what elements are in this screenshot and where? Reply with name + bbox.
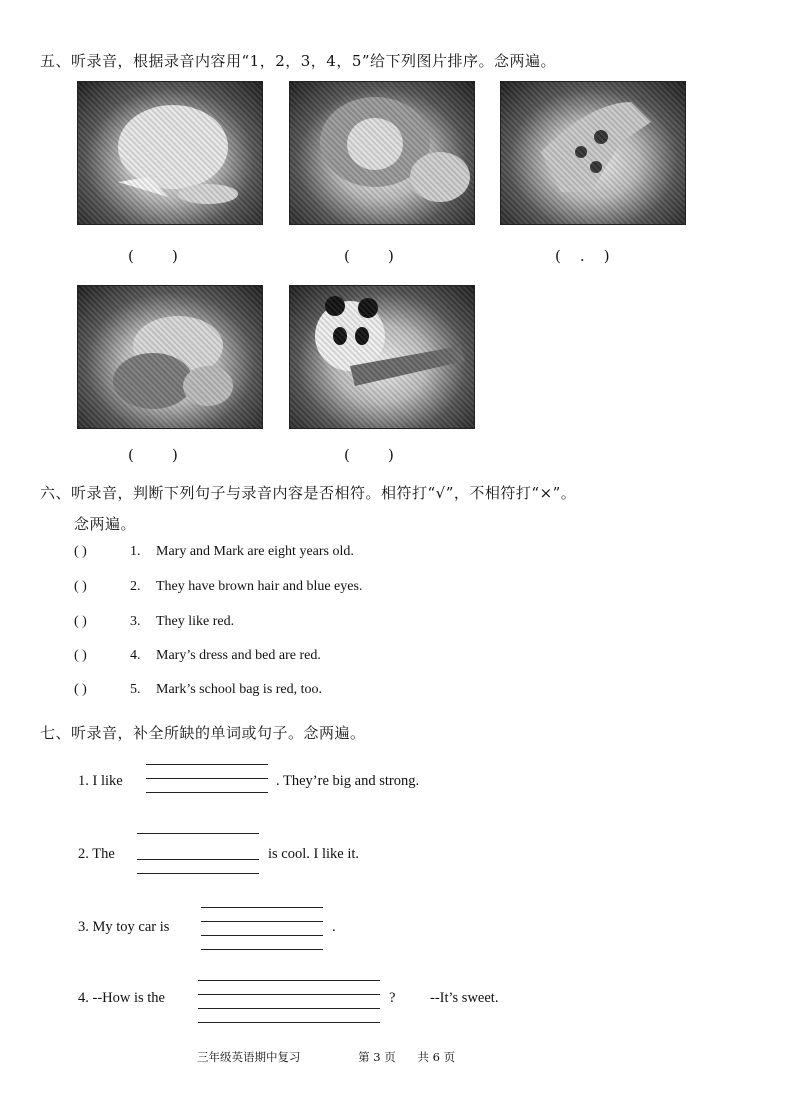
section-6-heading-line1: 六、听录音，判断下列句子与录音内容是否相符。相符打“√”，不相符打“×”。 [40,484,577,502]
fill-blank-3[interactable] [201,907,323,950]
answer-paren-3[interactable]: ( . ) [555,247,610,265]
monkey-photo [77,285,263,429]
fill-blank-1[interactable] [146,764,268,793]
judge-sentence: Mark’s school bag is red, too. [156,682,323,697]
fill-item-3 [78,919,169,936]
judge-number: 2. [130,579,141,594]
fill-item-2 [78,846,115,863]
answer-paren-1[interactable]: ( ) [128,247,178,265]
answer-paren-4[interactable]: ( ) [128,446,178,464]
section-6-heading-line2: 念两遍。 [74,515,137,533]
lion-eating-photo [289,81,475,225]
fill-number: 4. [78,990,89,1006]
judge-item-4 [74,648,321,664]
judge-answer-paren[interactable]: ( ) [74,579,87,594]
fill-blank-2[interactable] [137,833,259,874]
section-7-heading: 七、听录音，补全所缺的单词或句子。念两遍。 [40,724,366,742]
fill-item-4 [78,990,165,1007]
fill-text-before: The [92,846,115,862]
fill-text-after-1: . They’re big and strong. [276,773,420,789]
fill-number: 2. [78,846,89,862]
judge-number: 3. [130,614,141,629]
fill-text-after-2: is cool. I like it. [268,846,360,862]
page-footer [197,1049,473,1065]
fill-number: 1. [78,773,89,789]
judge-item-2 [74,579,362,595]
judge-sentence: They like red. [156,614,235,629]
judge-answer-paren[interactable]: ( ) [74,544,87,559]
answer-paren-5[interactable]: ( ) [344,446,394,464]
fill-text-before: My toy car is [92,919,170,935]
footer-course: 三年级英语期中复习 [197,1050,301,1064]
fill-item-1 [78,773,123,790]
fill-number: 3. [78,919,89,935]
fill-text-before: --How is the [92,990,165,1006]
judge-sentence: Mary’s dress and bed are red. [156,648,321,663]
judge-number: 5. [130,682,141,697]
judge-number: 1. [130,544,141,559]
judge-number: 4. [130,648,141,663]
judge-answer-paren[interactable]: ( ) [74,682,87,697]
judge-answer-paren[interactable]: ( ) [74,648,87,663]
judge-sentence: Mary and Mark are eight years old. [156,544,354,559]
footer-total-pages: 共 6 页 [417,1050,456,1064]
fill-text-after-3: . [332,919,336,935]
footer-page-number: 第 3 页 [358,1050,396,1064]
section-5-heading: 五、听录音，根据录音内容用“1，2，3，4，5”给下列图片排序。念两遍。 [40,52,557,70]
giraffe-photo [500,81,686,225]
judge-item-3 [74,614,234,630]
judge-sentence: They have brown hair and blue eyes. [156,579,363,594]
fill-blank-4[interactable] [198,980,380,1023]
fill-text-before: I like [92,773,123,789]
fill-answer-4: --It’s sweet. [430,990,499,1006]
judge-item-5 [74,682,322,698]
judge-item-1 [74,544,354,560]
fill-text-after-4: ? [389,990,396,1006]
polar-bear-eating-fish-photo [77,81,263,225]
panda-eating-bamboo-photo [289,285,475,429]
answer-paren-2[interactable]: ( ) [344,247,394,265]
judge-answer-paren[interactable]: ( ) [74,614,87,629]
